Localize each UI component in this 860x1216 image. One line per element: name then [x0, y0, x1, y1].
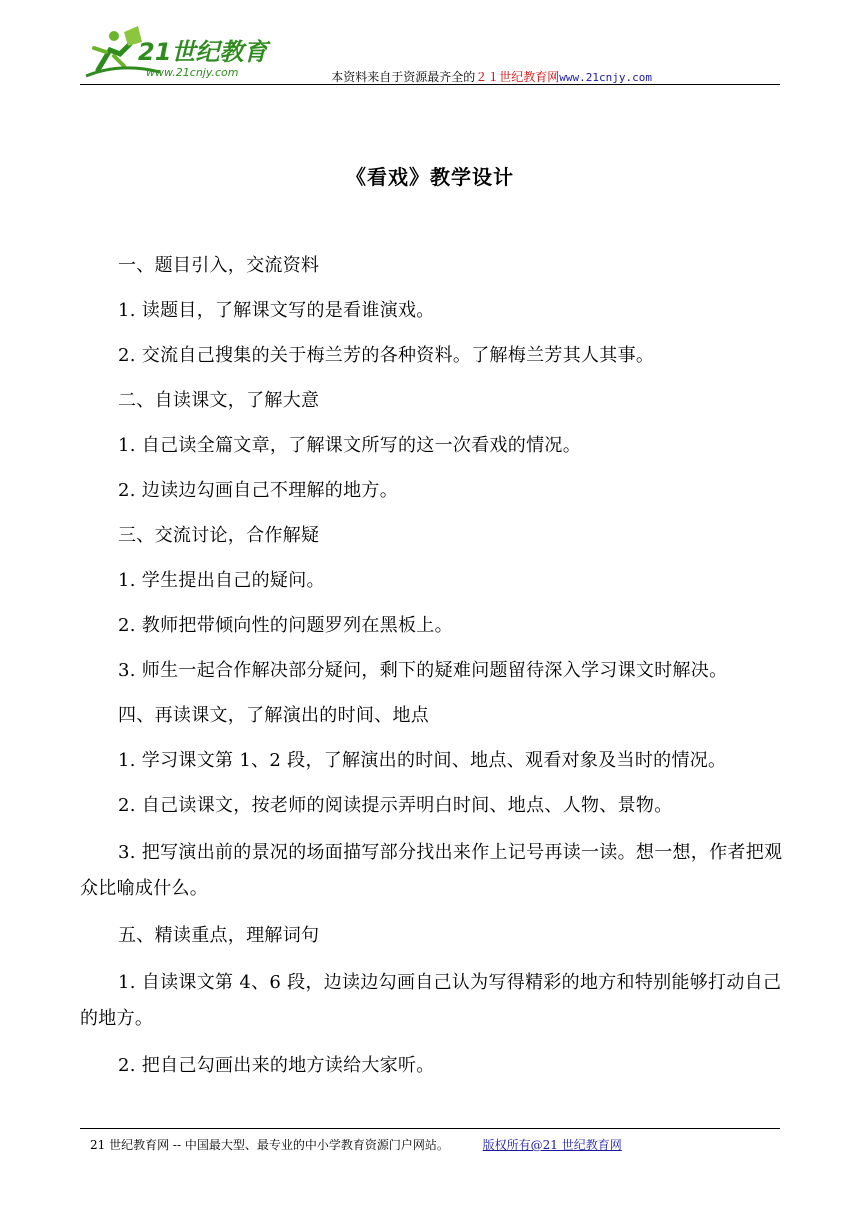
header-note	[331, 68, 652, 85]
paragraph: 3. 师生一起合作解决部分疑问，剩下的疑难问题留待深入学习课文时解决。	[118, 660, 728, 681]
paragraph: 1. 学习课文第 1、2 段，了解演出的时间、地点、观看对象及当时的情况。	[118, 750, 727, 771]
paragraph: 2. 把自己勾画出来的地方读给大家听。	[118, 1055, 435, 1076]
21cnjy-logo	[80, 22, 280, 82]
paragraph: 2. 交流自己搜集的关于梅兰芳的各种资料。了解梅兰芳其人其事。	[118, 345, 655, 366]
footer-text: 21 世纪教育网 -- 中国最大型、最专业的中小学教育资源门户网站。	[90, 1138, 449, 1152]
header-note-prefix: 本资料来自于资源最齐全的	[331, 70, 476, 84]
section-heading-5: 五、精读重点，理解词句	[118, 925, 320, 946]
logo-text: 21世纪教育	[138, 38, 268, 66]
footer-divider	[80, 1128, 780, 1129]
section-heading-3: 三、交流讨论，合作解疑	[118, 525, 320, 546]
header-divider	[80, 84, 780, 85]
paragraph: 1. 学生提出自己的疑问。	[118, 570, 325, 591]
section-heading-2: 二、自读课文，了解大意	[118, 390, 320, 411]
page-footer	[90, 1136, 622, 1153]
paragraph: 1. 自读课文第 4、6 段，边读边勾画自己认为写得精彩的地方和特别能够打动自己的地方。	[80, 972, 782, 1029]
section-heading-4: 四、再读课文，了解演出的时间、地点	[118, 705, 430, 726]
document-body	[80, 250, 786, 1095]
section-heading-1: 一、题目引入，交流资料	[118, 255, 320, 276]
page-header	[80, 22, 780, 86]
paragraph: 2. 自己读课文，按老师的阅读提示弄明白时间、地点、人物、景物。	[118, 795, 673, 816]
header-note-url[interactable]: www.21cnjy.com	[559, 71, 652, 84]
document-title: 《看戏》教学设计	[346, 165, 514, 189]
logo-url: www.21cnjy.com	[146, 66, 239, 79]
paragraph: 2. 边读边勾画自己不理解的地方。	[118, 480, 398, 501]
header-note-brand: ２１世纪教育网	[475, 70, 560, 84]
copyright-link[interactable]: 版权所有@21 世纪教育网	[482, 1138, 622, 1152]
paragraph: 2. 教师把带倾向性的问题罗列在黑板上。	[118, 615, 453, 636]
paragraph: 3. 把写演出前的景况的场面描写部分找出来作上记号再读一读。想一想，作者把观众比喻成什么。	[80, 842, 783, 899]
paragraph: 1. 读题目，了解课文写的是看谁演戏。	[118, 300, 435, 321]
paragraph: 1. 自己读全篇文章，了解课文所写的这一次看戏的情况。	[118, 435, 581, 456]
